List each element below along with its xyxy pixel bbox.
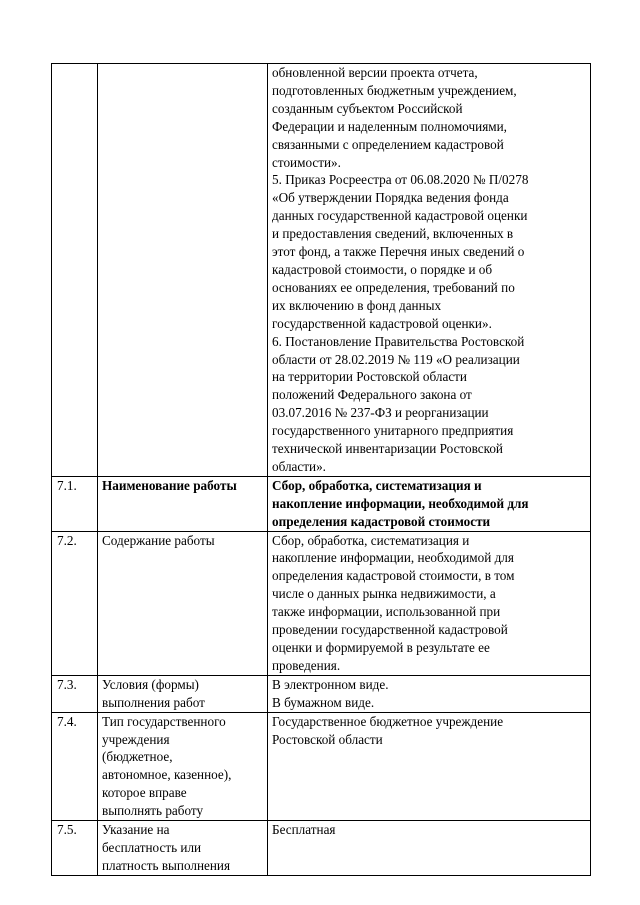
field-name-line: автономное, казенное),: [102, 767, 232, 783]
item-number-cell: [52, 64, 98, 477]
field-name-line: платность выполнения: [102, 857, 231, 873]
field-name-line: Содержание работы: [102, 532, 215, 548]
field-value-line: определения кадастровой стоимости: [272, 513, 491, 529]
item-number-cell: [52, 476, 98, 531]
field-name-cell: [98, 675, 268, 712]
field-name-line: Указание на: [102, 822, 170, 838]
field-value-line: основаниях ее определения, требований по: [272, 279, 515, 295]
field-value-line: проведении государственной кадастровой: [272, 622, 508, 638]
field-name-line: выполнять работу: [102, 803, 204, 819]
field-value-line: связанными с определением кадастровой: [272, 136, 504, 152]
field-value-line: 5. Приказ Росреестра от 06.08.2020 № П/0278: [272, 172, 529, 188]
item-number: 7.1.: [57, 477, 77, 493]
field-value-line: накопление информации, необходимой для: [272, 550, 514, 566]
field-value-cell: [268, 675, 591, 712]
field-value-line: государственного унитарного предприятия: [272, 423, 514, 439]
field-value-line: Бесплатная: [272, 822, 336, 838]
item-number: 7.2.: [57, 532, 77, 548]
document-table: [51, 63, 591, 876]
table-row: [52, 476, 591, 531]
field-value-line: Государственное бюджетное учреждение: [272, 713, 504, 729]
field-value-line: «Об утверждении Порядка ведения фонда: [272, 190, 509, 206]
item-number-cell: [52, 821, 98, 876]
field-value-line: области».: [272, 458, 326, 474]
field-value-line: стоимости».: [272, 154, 341, 170]
item-number: 7.5.: [57, 822, 77, 838]
field-value-line: определения кадастровой стоимости, в том: [272, 568, 515, 584]
item-number: 7.4.: [57, 713, 77, 729]
field-value-line: Сбор, обработка, систематизация и: [272, 532, 470, 548]
item-number-cell: [52, 675, 98, 712]
field-value-line: Сбор, обработка, систематизация и: [272, 477, 482, 493]
field-value-cell: [268, 64, 591, 477]
field-value-line: накопление информации, необходимой для: [272, 495, 529, 511]
field-name-line: учреждения: [102, 731, 170, 747]
field-value-line: данных государственной кадастровой оценки: [272, 208, 528, 224]
table-row: [52, 675, 591, 712]
field-value-line: 6. Постановление Правительства Ростовской: [272, 333, 525, 349]
field-value-line: обновленной версии проекта отчета,: [272, 65, 478, 80]
table-row: [52, 712, 591, 820]
field-value-line: подготовленных бюджетным учреждением,: [272, 82, 517, 98]
field-value-line: Ростовской области: [272, 731, 383, 747]
field-name-cell: [98, 476, 268, 531]
item-number-cell: [52, 712, 98, 820]
field-value-line: кадастровой стоимости, о порядке и об: [272, 261, 493, 277]
field-value-line: В бумажном виде.: [272, 694, 375, 710]
field-name-line: (бюджетное,: [102, 749, 173, 765]
field-value-cell: [268, 821, 591, 876]
field-name-cell: [98, 531, 268, 675]
table-row: [52, 821, 591, 876]
field-value-cell: [268, 712, 591, 820]
field-value-line: 03.07.2016 № 237-ФЗ и реорганизации: [272, 405, 489, 421]
field-value-line: числе о данных рынка недвижимости, а: [272, 586, 496, 602]
field-value-cell: [268, 476, 591, 531]
field-value-line: Федерации и наделенным полномочиями,: [272, 118, 507, 134]
field-name-line: Тип государственного: [102, 713, 226, 729]
item-number: 7.3.: [57, 676, 77, 692]
field-name-line: выполнения работ: [102, 694, 205, 710]
field-value-line: В электронном виде.: [272, 676, 389, 692]
field-value-line: созданным субъектом Российской: [272, 100, 463, 116]
field-value-line: также информации, использованной при: [272, 604, 501, 620]
field-value-cell: [268, 531, 591, 675]
field-value-line: оценки и формируемой в результате ее: [272, 640, 490, 655]
field-value-line: их включению в фонд данных: [272, 297, 442, 313]
field-value-line: на территории Ростовской области: [272, 369, 467, 385]
field-value-line: положений Федерального закона от: [272, 387, 472, 403]
field-name-line: Наименование работы: [102, 477, 237, 493]
field-name-line: Условия (формы): [102, 676, 199, 692]
field-value-line: государственной кадастровой оценки».: [272, 315, 492, 331]
field-name-cell: [98, 712, 268, 820]
field-value-line: технической инвентаризации Ростовской: [272, 441, 503, 457]
field-name-line: бесплатность или: [102, 839, 202, 855]
field-value-line: проведения.: [272, 657, 341, 673]
field-value-line: области от 28.02.2019 № 119 «О реализации: [272, 351, 520, 367]
field-name-cell: [98, 821, 268, 876]
field-value-line: этот фонд, а также Перечня иных сведений о: [272, 244, 525, 260]
table-row: [52, 64, 591, 477]
field-name-line: которое вправе: [102, 785, 187, 801]
table-row: [52, 531, 591, 675]
field-name-cell: [98, 64, 268, 477]
item-number-cell: [52, 531, 98, 675]
table-body: [52, 64, 591, 876]
field-value-line: и предоставления сведений, включенных в: [272, 226, 514, 242]
